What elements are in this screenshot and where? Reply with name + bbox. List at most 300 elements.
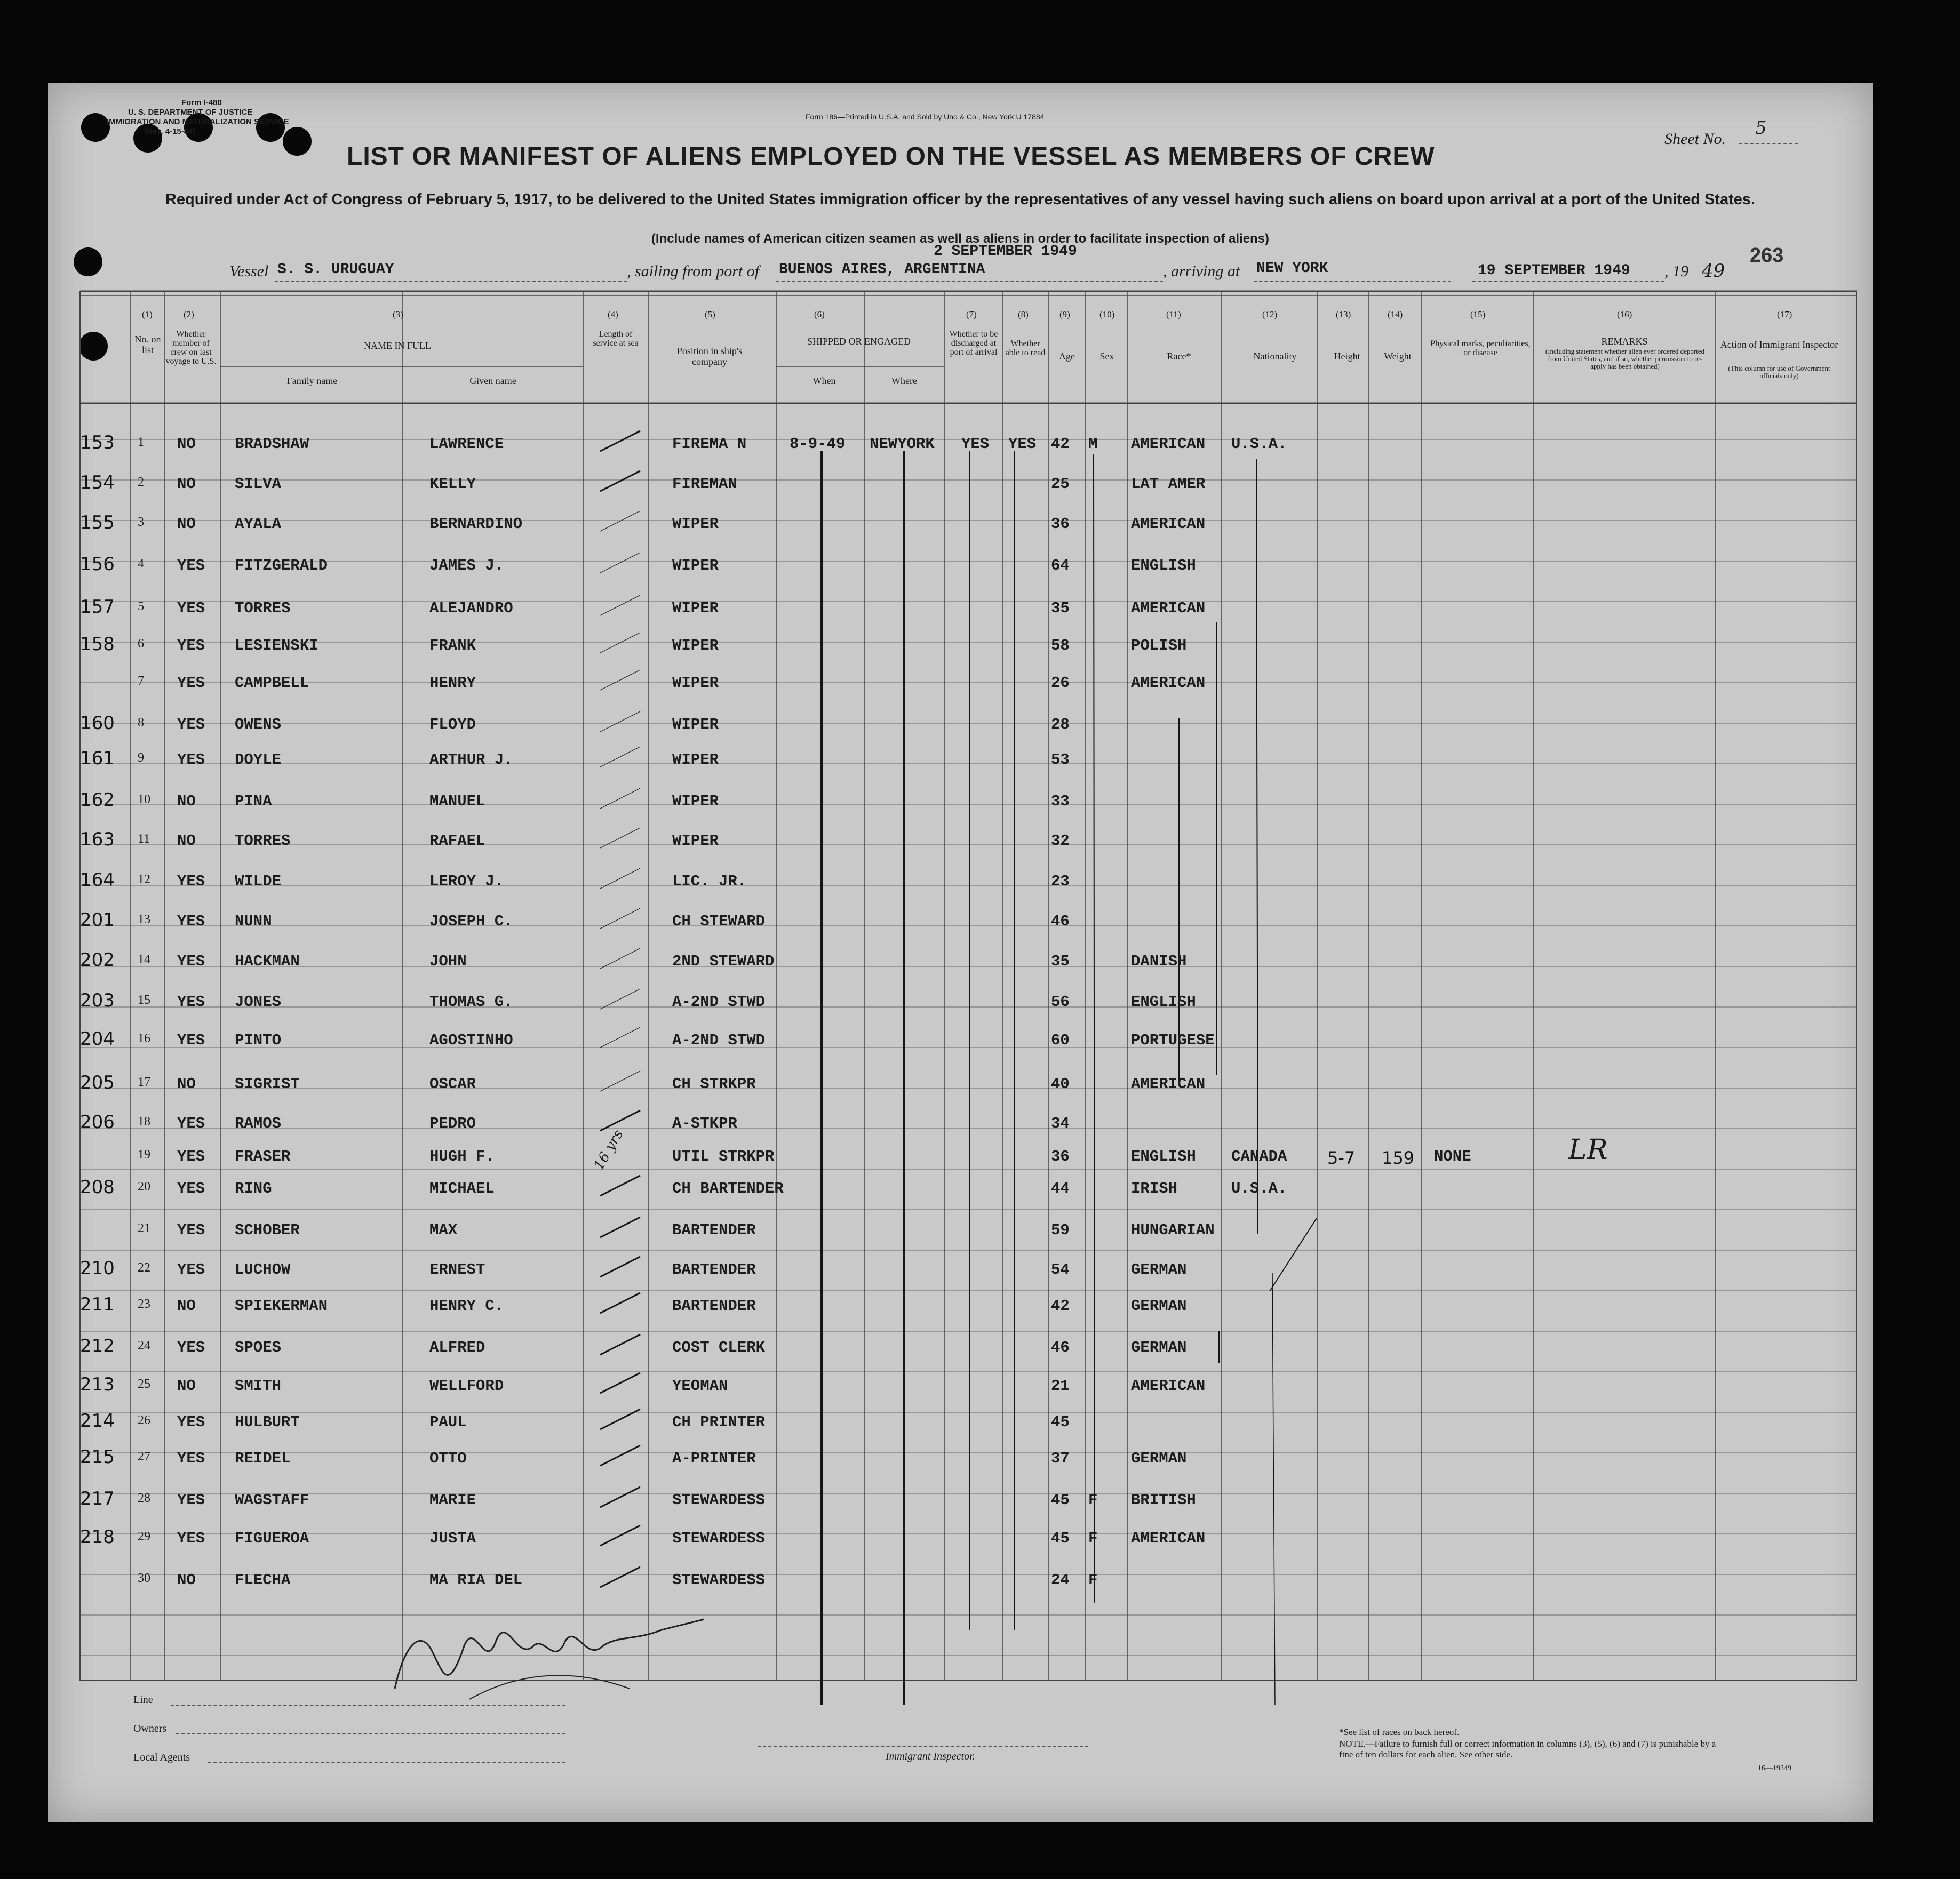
cell-position: CH BARTENDER <box>672 1180 784 1197</box>
footer-line-rule <box>171 1705 565 1706</box>
cell-last: YES <box>177 716 205 733</box>
cell-family: SPOES <box>235 1339 282 1356</box>
cell-race: POLISH <box>1131 637 1187 654</box>
cell-given: ERNEST <box>429 1261 485 1278</box>
cell-sex: F <box>1088 1530 1098 1547</box>
service-line: IMMIGRATION AND NATURALIZATION SERVICE <box>107 117 289 126</box>
handwritten-initials: LR <box>1568 1134 1608 1166</box>
cell-margin: 203 <box>80 990 115 1011</box>
cell-margin: 154 <box>80 472 115 493</box>
cell-position: STEWARDESS <box>672 1491 766 1509</box>
cell-age: 36 <box>1051 1148 1070 1165</box>
footer-agents-rule <box>208 1762 565 1763</box>
cell-position: WIPER <box>672 716 719 733</box>
cell-no: 30 <box>138 1571 150 1585</box>
cell-last: YES <box>177 1115 205 1132</box>
manifest-subtitle: Required under Act of Congress of February 5, 1917, to be delivered to the United States immigration officer by the representatives of any vessel having such aliens on board upon arrival at a port of the United States. <box>165 191 1756 208</box>
cell-age: 42 <box>1051 1297 1070 1315</box>
column-number: (4) <box>608 309 618 319</box>
column-number: (5) <box>705 309 715 319</box>
column-number: (17) <box>1777 309 1792 319</box>
sailing-port: BUENOS AIRES, ARGENTINA <box>779 261 985 278</box>
cell-last: YES <box>177 993 205 1011</box>
cell-marks: NONE <box>1434 1148 1471 1165</box>
cell-given: MARIE <box>429 1491 476 1509</box>
cell-position: FIREMAN <box>672 475 737 493</box>
header-race: Race* <box>1167 351 1191 362</box>
manifest-instruction: (Include names of American citizen seamen as well as aliens in order to facilitate inspection of aliens) <box>651 231 1270 246</box>
cell-no: 25 <box>138 1377 150 1391</box>
stamped-date: 2 SEPTEMBER 1949 <box>934 243 1077 260</box>
cell-no: 28 <box>138 1491 150 1505</box>
cell-family: SILVA <box>235 475 282 493</box>
manifest-sheet <box>48 83 1873 1822</box>
inspector-label: Immigrant Inspector. <box>886 1750 975 1762</box>
cell-last: NO <box>177 832 196 850</box>
cell-family: BRADSHAW <box>235 435 309 453</box>
cell-family: HULBURT <box>235 1413 300 1431</box>
cell-margin: 158 <box>80 634 115 655</box>
column-number: (9) <box>1059 309 1070 319</box>
arriving-port: NEW YORK <box>1256 260 1328 277</box>
cell-read: YES <box>1008 435 1037 453</box>
cell-age: 46 <box>1051 913 1070 930</box>
cell-race: IRISH <box>1131 1180 1178 1197</box>
cell-age: 45 <box>1051 1530 1070 1547</box>
header-family-name: Family name <box>286 375 338 386</box>
cell-given: OTTO <box>429 1450 467 1467</box>
cell-given: OSCAR <box>429 1075 476 1093</box>
manifest-title: LIST OR MANIFEST OF ALIENS EMPLOYED ON THE VESSEL AS MEMBERS OF CREW <box>347 142 1435 171</box>
cell-age: 58 <box>1051 637 1070 654</box>
cell-family: NUNN <box>235 913 272 930</box>
sheet-label: Sheet No. <box>1664 130 1726 148</box>
cell-race: LAT AMER <box>1131 475 1206 493</box>
cell-family: JONES <box>235 993 282 1011</box>
cell-nat: U.S.A. <box>1231 435 1287 453</box>
arriving-label: , arriving at <box>1163 262 1240 280</box>
header-physical-marks: Physical marks, peculiarities, or disease <box>1430 339 1531 357</box>
cell-no: 10 <box>138 793 150 806</box>
cell-position: BARTENDER <box>672 1261 756 1278</box>
cell-family: REIDEL <box>235 1450 291 1467</box>
column-number: (3) <box>393 309 403 319</box>
cell-given: HENRY C. <box>429 1297 504 1315</box>
cell-last: YES <box>177 873 205 890</box>
header-length-service: Length of service at sea <box>593 330 639 348</box>
header-remarks-note: (Including statement whether alien ever ordered deported from United States, and if so, whether permission to re-apply has been obtained) <box>1545 347 1705 370</box>
cell-position: FIREMA N <box>672 435 747 453</box>
cell-position: BARTENDER <box>672 1297 756 1315</box>
cell-race: BRITISH <box>1131 1491 1196 1509</box>
cell-last: NO <box>177 1377 196 1395</box>
cell-age: 54 <box>1051 1261 1070 1278</box>
cell-no: 2 <box>138 475 144 489</box>
cell-race: ENGLISH <box>1131 557 1196 574</box>
footer-note-races: *See list of races on back hereof. <box>1339 1727 1460 1737</box>
cell-margin: 218 <box>80 1526 115 1548</box>
handwritten-service: 16 yrs <box>591 1127 627 1173</box>
header-given-name: Given name <box>469 375 516 386</box>
cell-position: CH STRKPR <box>672 1075 756 1093</box>
cell-last: NO <box>177 435 196 453</box>
cell-last: NO <box>177 475 196 493</box>
cell-age: 44 <box>1051 1180 1070 1197</box>
cell-family: FRASER <box>235 1148 291 1165</box>
cell-given: WELLFORD <box>429 1377 504 1395</box>
cell-age: 37 <box>1051 1450 1070 1467</box>
cell-position: 2ND STEWARD <box>672 953 775 970</box>
cell-nat: CANADA <box>1231 1148 1287 1165</box>
cell-last: YES <box>177 1032 205 1049</box>
vessel-label: Vessel <box>229 262 269 280</box>
cell-sex: F <box>1088 1491 1098 1509</box>
cell-family: TORRES <box>235 599 291 617</box>
cell-no: 4 <box>138 557 144 571</box>
cell-race: GERMAN <box>1131 1450 1187 1467</box>
cell-family: PINTO <box>235 1032 282 1049</box>
cell-position: COST CLERK <box>672 1339 766 1356</box>
cell-family: DOYLE <box>235 751 282 769</box>
cell-no: 24 <box>138 1339 150 1353</box>
cell-last: NO <box>177 1075 196 1093</box>
cell-given: MA RIA DEL <box>429 1571 523 1589</box>
footer-note-penalty: NOTE.—Failure to furnish full or correct information in columns (3), (5), (6) and (7) is punishable by a fine of ten dollars for each alien. See other side. <box>1339 1739 1716 1760</box>
cell-no: 21 <box>138 1221 150 1235</box>
cell-margin: 164 <box>80 869 115 891</box>
year-prefix: , 19 <box>1664 262 1688 280</box>
cell-race: DANISH <box>1131 953 1187 970</box>
cell-age: 46 <box>1051 1339 1070 1356</box>
cell-height: 5-7 <box>1327 1148 1356 1168</box>
cell-margin: 205 <box>80 1072 115 1093</box>
cell-position: WIPER <box>672 637 719 654</box>
cell-given: ARTHUR J. <box>429 751 513 769</box>
column-number: (11) <box>1166 309 1181 319</box>
cell-no: 27 <box>138 1450 150 1464</box>
cell-nat: U.S.A. <box>1231 1180 1287 1197</box>
cell-given: JOHN <box>429 953 467 970</box>
header-remarks: REMARKS <box>1601 336 1648 347</box>
cell-no: 23 <box>138 1297 150 1311</box>
cell-margin: 211 <box>80 1294 115 1315</box>
column-number: (16) <box>1617 309 1632 319</box>
cell-last: YES <box>177 674 205 692</box>
column-number: (15) <box>1470 309 1486 319</box>
cell-age: 28 <box>1051 716 1070 733</box>
header-sex: Sex <box>1099 351 1114 362</box>
cell-family: CAMPBELL <box>235 674 309 692</box>
cell-last: NO <box>177 793 196 810</box>
cell-position: WIPER <box>672 599 719 617</box>
cell-no: 1 <box>138 435 144 449</box>
header-height: Height <box>1334 351 1360 362</box>
cell-given: JUSTA <box>429 1530 476 1547</box>
cell-given: MAX <box>429 1221 458 1239</box>
page-number: 263 <box>1750 244 1784 267</box>
cell-given: AGOSTINHO <box>429 1032 513 1049</box>
cell-race: AMERICAN <box>1131 435 1206 453</box>
cell-race: ENGLISH <box>1131 993 1196 1011</box>
cell-given: MANUEL <box>429 793 485 810</box>
cell-sex: F <box>1088 1571 1098 1589</box>
cell-given: PAUL <box>429 1413 467 1431</box>
cell-race: GERMAN <box>1131 1297 1187 1315</box>
cell-position: STEWARDESS <box>672 1571 766 1589</box>
cell-last: YES <box>177 1530 205 1547</box>
cell-no: 6 <box>138 637 144 651</box>
cell-disch: YES <box>961 435 990 453</box>
header-last-voyage: Whether member of crew on last voyage to U.S. <box>165 330 217 366</box>
cell-age: 40 <box>1051 1075 1070 1093</box>
cell-position: WIPER <box>672 793 719 810</box>
cell-margin: 162 <box>80 789 115 811</box>
cell-last: YES <box>177 637 205 654</box>
cell-no: 13 <box>138 913 150 926</box>
cell-position: WIPER <box>672 515 719 533</box>
cell-given: JOSEPH C. <box>429 913 513 930</box>
cell-margin: 156 <box>80 554 115 575</box>
cell-age: 56 <box>1051 993 1070 1011</box>
cell-position: CH STEWARD <box>672 913 766 930</box>
cell-last: YES <box>177 1413 205 1431</box>
cell-position: WIPER <box>672 674 719 692</box>
footer-owners-label: Owners <box>133 1723 167 1734</box>
cell-race: GERMAN <box>1131 1339 1187 1356</box>
cell-margin: 153 <box>80 432 115 453</box>
cell-race: HUNGARIAN <box>1131 1221 1215 1239</box>
column-number: (2) <box>184 309 194 319</box>
cell-margin: 155 <box>80 512 115 533</box>
cell-family: SMITH <box>235 1377 282 1395</box>
column-number: (7) <box>966 309 977 319</box>
cell-no: 3 <box>138 515 144 529</box>
cell-family: AYALA <box>235 515 282 533</box>
cell-position: STEWARDESS <box>672 1530 766 1547</box>
cell-margin: 160 <box>80 713 115 734</box>
header-no-on-list: No. on list <box>134 334 161 355</box>
cell-family: LUCHOW <box>235 1261 291 1278</box>
cell-race: AMERICAN <box>1131 1530 1206 1547</box>
cell-no: 17 <box>138 1075 150 1089</box>
cell-given: KELLY <box>429 475 476 493</box>
cell-race: GERMAN <box>1131 1261 1187 1278</box>
cell-margin: 163 <box>80 829 115 850</box>
cell-family: TORRES <box>235 832 291 850</box>
cell-no: 15 <box>138 993 150 1007</box>
header-when: When <box>812 375 836 386</box>
header-nationality: Nationality <box>1253 351 1297 362</box>
cell-no: 11 <box>138 832 150 846</box>
cell-family: WAGSTAFF <box>235 1491 309 1509</box>
inspector-rule <box>758 1746 1088 1747</box>
cell-last: YES <box>177 557 205 574</box>
cell-position: LIC. JR. <box>672 873 747 890</box>
cell-margin: 157 <box>80 596 115 618</box>
form-id: Form I-480 <box>181 98 222 107</box>
cell-family: SPIEKERMAN <box>235 1297 328 1315</box>
column-number: (8) <box>1018 309 1029 319</box>
cell-family: LESIENSKI <box>235 637 318 654</box>
cell-family: SCHOBER <box>235 1221 300 1239</box>
header-where: Where <box>891 375 917 386</box>
year-suffix: 49 <box>1702 260 1725 282</box>
cell-race: PORTUGESE <box>1131 1032 1215 1049</box>
footer-line-label: Line <box>133 1694 153 1706</box>
footer-agents-label: Local Agents <box>133 1752 190 1763</box>
cell-where: NEWYORK <box>870 435 935 453</box>
header-inspector-note: (This column for use of Government officials only) <box>1728 364 1830 380</box>
cell-age: 59 <box>1051 1221 1070 1239</box>
cell-margin: 161 <box>80 748 115 769</box>
cell-given: HENRY <box>429 674 476 692</box>
column-number: (13) <box>1336 309 1351 319</box>
cell-no: 29 <box>138 1530 150 1544</box>
cell-last: YES <box>177 751 205 769</box>
cell-position: A-PRINTER <box>672 1450 756 1467</box>
cell-position: CH PRINTER <box>672 1413 766 1431</box>
header-inspector-action: Action of Immigrant Inspector <box>1720 339 1838 350</box>
cell-margin: 210 <box>80 1258 115 1279</box>
cell-last: NO <box>177 515 196 533</box>
header-position: Position in ship's company <box>676 346 743 367</box>
cell-no: 7 <box>138 674 144 688</box>
cell-no: 9 <box>138 751 144 765</box>
header-shipped: SHIPPED OR ENGAGED <box>807 336 911 347</box>
cell-position: YEOMAN <box>672 1377 728 1395</box>
cell-margin: 215 <box>80 1446 115 1468</box>
cell-last: YES <box>177 1148 205 1165</box>
column-number: (10) <box>1099 309 1115 319</box>
cell-age: 36 <box>1051 515 1070 533</box>
cell-race: AMERICAN <box>1131 515 1206 533</box>
cell-family: FLECHA <box>235 1571 291 1589</box>
cell-family: WILDE <box>235 873 282 890</box>
cell-last: YES <box>177 1450 205 1467</box>
cell-given: HUGH F. <box>429 1148 495 1165</box>
cell-margin: 201 <box>80 909 115 931</box>
cell-last: YES <box>177 1261 205 1278</box>
header-weight: Weight <box>1384 351 1412 362</box>
cell-last: YES <box>177 599 205 617</box>
cell-last: YES <box>177 1339 205 1356</box>
cell-age: 53 <box>1051 751 1070 769</box>
cell-margin: 214 <box>80 1410 115 1432</box>
sailing-label: , sailing from port of <box>627 262 760 280</box>
cell-last: YES <box>177 913 205 930</box>
cell-given: FRANK <box>429 637 476 654</box>
cell-given: MICHAEL <box>429 1180 495 1197</box>
cell-age: 32 <box>1051 832 1070 850</box>
cell-no: 8 <box>138 716 144 730</box>
cell-age: 23 <box>1051 873 1070 890</box>
cell-age: 24 <box>1051 1571 1070 1589</box>
cell-margin: 213 <box>80 1374 115 1395</box>
cell-race: AMERICAN <box>1131 1377 1206 1395</box>
cell-last: NO <box>177 1297 196 1315</box>
cell-position: A-STKPR <box>672 1115 737 1132</box>
cell-position: BARTENDER <box>672 1221 756 1239</box>
header-name-in-full: NAME IN FULL <box>364 340 431 351</box>
cell-margin: 212 <box>80 1336 115 1357</box>
header-able-read: Whether able to read <box>1005 339 1046 357</box>
cell-when: 8-9-49 <box>790 435 846 453</box>
cell-given: PEDRO <box>429 1115 476 1132</box>
cell-age: 34 <box>1051 1115 1070 1132</box>
cell-given: LEROY J. <box>429 873 504 890</box>
cell-last: NO <box>177 1571 196 1589</box>
cell-age: 45 <box>1051 1413 1070 1431</box>
vessel-name: S. S. URUGUAY <box>277 261 394 278</box>
cell-margin: 204 <box>80 1028 115 1050</box>
cell-last: YES <box>177 953 205 970</box>
cell-given: BERNARDINO <box>429 515 523 533</box>
cell-age: 35 <box>1051 599 1070 617</box>
cell-given: THOMAS G. <box>429 993 513 1011</box>
cell-family: RING <box>235 1180 272 1197</box>
cell-race: AMERICAN <box>1131 674 1206 692</box>
department-line: U. S. DEPARTMENT OF JUSTICE <box>128 108 253 117</box>
cell-family: FIGUEROA <box>235 1530 309 1547</box>
cell-no: 16 <box>138 1032 150 1045</box>
cell-margin: 217 <box>80 1488 115 1509</box>
cell-margin: 202 <box>80 949 115 971</box>
cell-given: RAFAEL <box>429 832 485 850</box>
column-number: (14) <box>1388 309 1403 319</box>
cell-margin: 208 <box>80 1177 115 1198</box>
cell-age: 35 <box>1051 953 1070 970</box>
cell-position: WIPER <box>672 832 719 850</box>
cell-race: ENGLISH <box>1131 1148 1196 1165</box>
cell-sex: M <box>1088 435 1098 453</box>
footer-code: 16—19349 <box>1758 1764 1791 1772</box>
cell-age: 21 <box>1051 1377 1070 1395</box>
cell-last: YES <box>177 1180 205 1197</box>
cell-no: 12 <box>138 873 150 886</box>
cell-age: 60 <box>1051 1032 1070 1049</box>
cell-no: 18 <box>138 1115 150 1129</box>
cell-race: AMERICAN <box>1131 1075 1206 1093</box>
footer-owners-rule <box>176 1733 565 1734</box>
cell-position: WIPER <box>672 751 719 769</box>
cell-weight: 159 <box>1382 1148 1415 1168</box>
sheet-number: 5 <box>1755 117 1767 139</box>
cell-given: FLOYD <box>429 716 476 733</box>
cell-given: JAMES J. <box>429 557 504 574</box>
cell-family: RAMOS <box>235 1115 282 1132</box>
cell-age: 33 <box>1051 793 1070 810</box>
cell-family: OWENS <box>235 716 282 733</box>
cell-age: 42 <box>1051 435 1070 453</box>
cell-no: 14 <box>138 953 150 966</box>
cell-no: 22 <box>138 1261 150 1275</box>
cell-position: A-2ND STWD <box>672 1032 766 1049</box>
column-number: (6) <box>814 309 825 319</box>
cell-margin: 206 <box>80 1112 115 1133</box>
arrival-date: 19 SEPTEMBER 1949 <box>1478 262 1630 279</box>
cell-no: 19 <box>138 1148 150 1162</box>
cell-age: 25 <box>1051 475 1070 493</box>
cell-family: FITZGERALD <box>235 557 328 574</box>
signature-scribble <box>384 1609 715 1705</box>
cell-race: AMERICAN <box>1131 599 1206 617</box>
cell-given: LAWRENCE <box>429 435 504 453</box>
cell-age: 64 <box>1051 557 1070 574</box>
header-age: Age <box>1059 351 1075 362</box>
cell-no: 26 <box>138 1413 150 1427</box>
cell-no: 20 <box>138 1180 150 1194</box>
cell-given: ALEJANDRO <box>429 599 513 617</box>
